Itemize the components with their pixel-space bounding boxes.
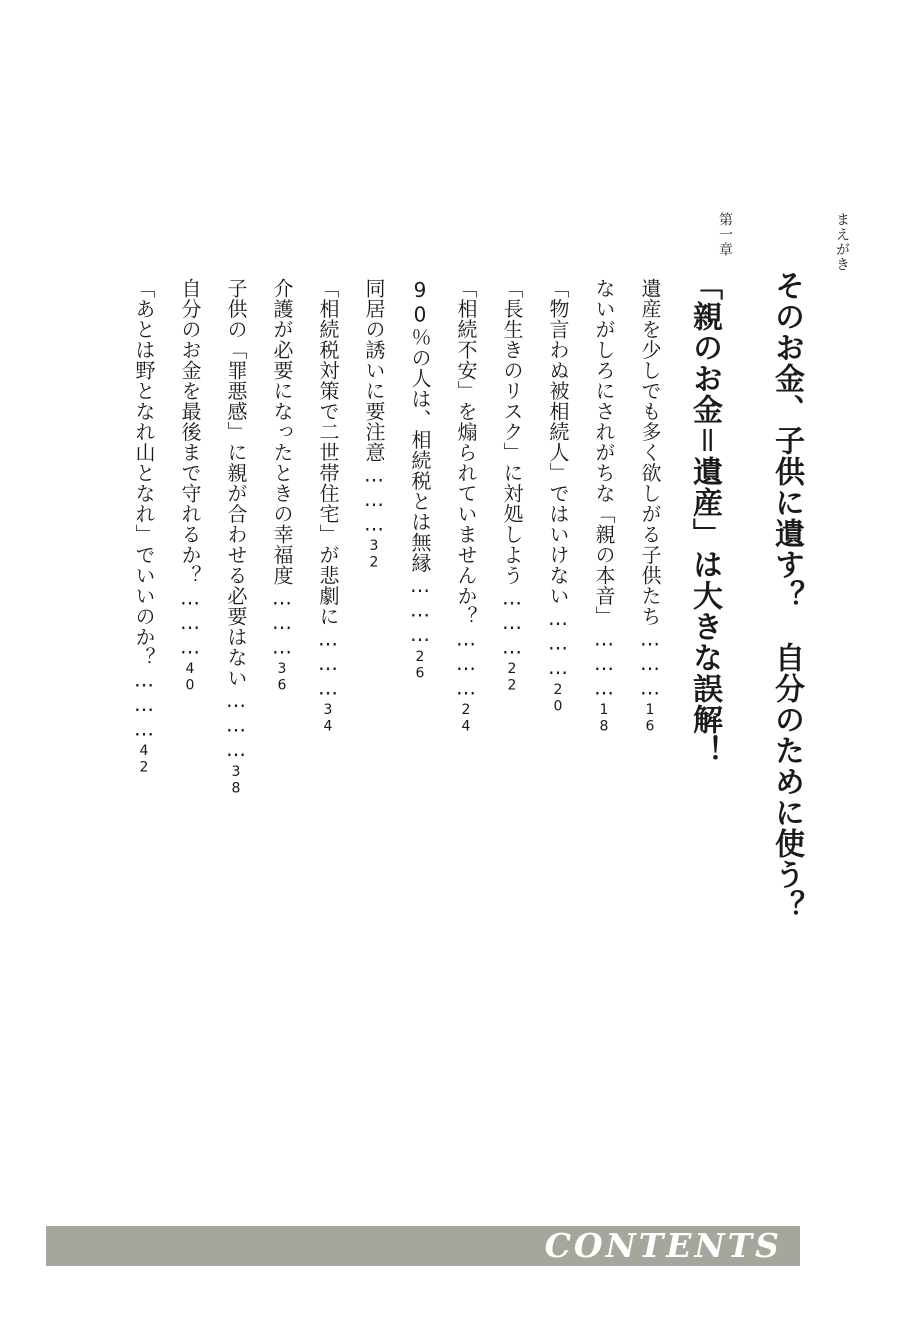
toc-entry[interactable] [456,278,476,735]
toc-entry[interactable] [640,278,660,735]
toc-entry[interactable] [134,278,154,776]
dot-leader: ……… [362,462,386,536]
page-number: 16 [642,702,658,735]
page-number: 18 [596,702,612,735]
dot-leader: ……… [132,667,156,741]
entry-title: 「物言わぬ被相続人」ではいけない [546,278,570,606]
entry-title: 90％の人は、相続税とは無縁 [408,278,432,573]
chapter-label: 第一章 [717,212,733,257]
toc-entry[interactable] [272,278,292,694]
dot-leader: ……… [592,626,616,700]
entry-title: 同居の誘いに要注意 [362,278,386,463]
entry-title: 「相続不安」を煽られていませんか？ [454,278,478,627]
entry-title: ないがしろにされがちな「親の本音」 [592,278,616,627]
dot-leader: ……… [546,606,570,680]
dot-leader: ……… [316,626,340,700]
toc-entry[interactable] [594,278,614,735]
page-number: 26 [412,648,428,682]
page-number: 20 [550,681,566,715]
page-number: 32 [366,538,382,571]
entry-title: 遺産を少しでも多く欲しがる子供たち [638,278,662,627]
contents-banner-text: CONTENTS [544,1226,782,1265]
toc-entry[interactable] [502,278,522,694]
page-number: 24 [458,702,474,735]
preface-title: そのお金、子供に遺す？ 自分のために使う？ [769,270,804,921]
toc-entry[interactable] [318,278,338,735]
entry-title: 自分のお金を最後まで守れるか？ [178,278,202,586]
toc-entry[interactable] [364,278,384,571]
page-number: 42 [136,743,152,776]
contents-banner [46,1226,800,1266]
dot-leader: ……… [500,585,524,659]
entry-title: 「相続税対策で二世帯住宅」が悲劇に [316,278,340,627]
page-number: 40 [182,661,198,694]
dot-leader: ……… [638,626,662,700]
dot-leader: ……… [408,573,432,647]
entry-title: 「あとは野となれ山となれ」でいいのか？ [132,278,156,668]
toc-entry[interactable] [410,278,430,682]
chapter-title: 「親のお金＝遺産」は大きな誤解！ [687,270,722,766]
toc-entry[interactable] [226,278,246,797]
toc-entry[interactable] [548,278,568,715]
page-number: 36 [274,661,290,694]
dot-leader: ……… [454,626,478,700]
dot-leader: ……… [270,585,294,659]
dot-leader: ……… [178,585,202,659]
page-number: 38 [228,763,244,797]
toc-entry[interactable] [180,278,200,694]
entry-title: 子供の「罪悪感」に親が合わせる必要はない [224,278,248,688]
dot-leader: ……… [224,688,248,762]
entry-title: 介護が必要になったときの幸福度 [270,278,294,586]
page-number: 22 [504,661,520,694]
entry-title: 「長生きのリスク」に対処しよう [500,278,524,586]
page-number: 34 [320,702,336,735]
preface-label: まえがき [834,212,850,272]
